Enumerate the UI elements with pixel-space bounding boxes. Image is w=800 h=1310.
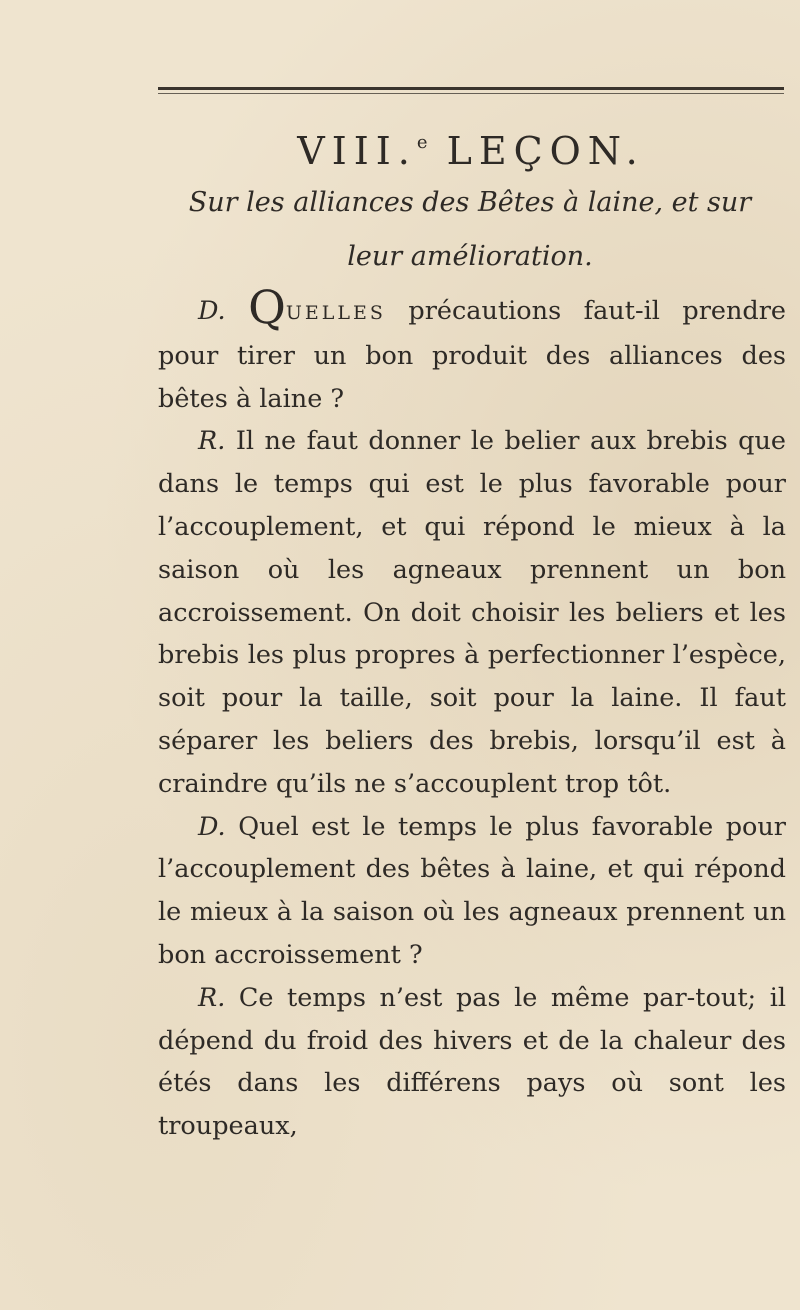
subtitle-line-1: Sur les alliances des Bêtes à laine, et sur [188,187,752,218]
lesson-number-superscript: e [416,132,428,153]
speaker-label: R. [198,426,226,457]
question-2-text: Quel est le temps le plus favorable pour l’accouplement des bêtes à laine, et qui répond le mieux à la saison où les agneaux prennent un bon accroissement ? [158,811,786,970]
header-rule-thick [158,87,784,90]
question-2 [158,806,786,977]
question-1-text: précautions faut-il prendre pour tirer un bon produit des alliances des bêtes à laine ? [158,296,787,414]
header-rule-thin [158,93,784,94]
lesson-number: VIII. [297,129,417,173]
speaker-label: D. [198,296,226,326]
body-text [158,280,787,1148]
speaker-label: D. [198,811,226,842]
drop-cap: Q [248,280,286,334]
answer-1-text: Il ne faut donner le belier aux brebis que dans le temps qui est le plus favorable pour l’accouplement, et qui répond le mieux à la saison où les agneaux prennent un bon accroissement. On doit choisir les beliers et les brebis les plus propres à perfectionner l’espèce, soit pour la taille, soit pour la laine. Il faut séparer les beliers des brebis, lorsqu’il est à craindre qu’ils ne s’accouplent trop tôt. [158,426,786,799]
lesson-subtitle [150,176,790,284]
answer-2 [158,977,786,1148]
lesson-word: LEÇON. [446,129,645,173]
subtitle-line-2: leur amélioration. [347,241,593,272]
speaker-label: R. [198,982,226,1013]
lesson-heading [158,118,784,176]
answer-2-text: Ce temps n’est pas le même par-tout; il dépend du froid des hivers et de la chaleur des étés dans les différens pays où sont les troupeaux, [158,982,786,1142]
small-caps-word: UELLES [285,302,386,324]
answer-1 [158,420,786,805]
question-1 [158,280,787,420]
